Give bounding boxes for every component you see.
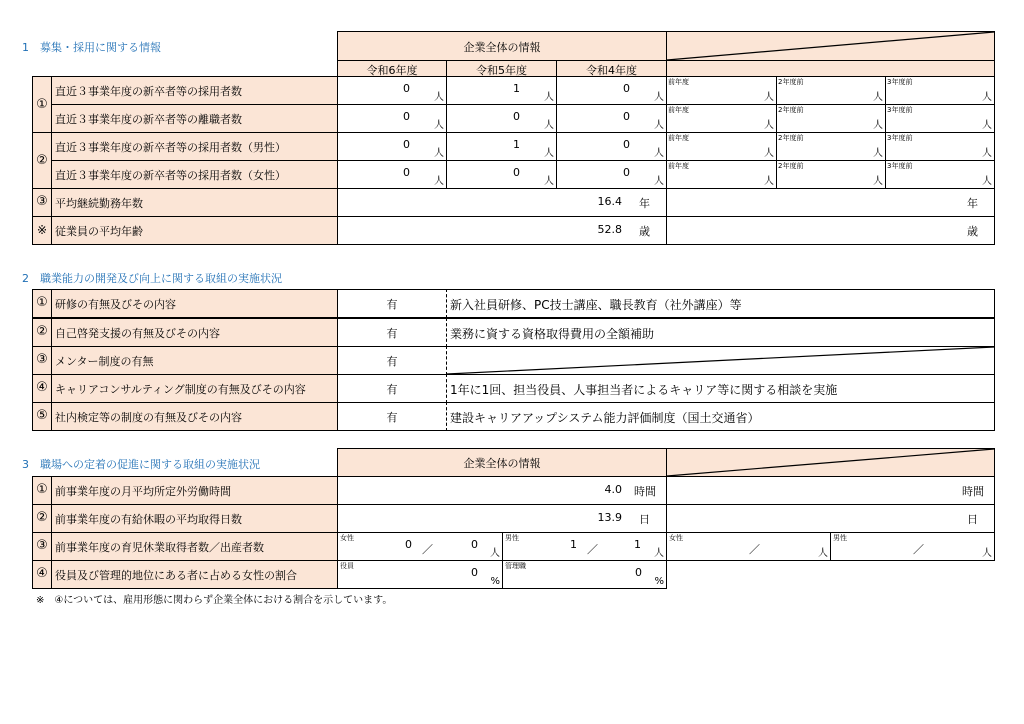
count-value: 0: [403, 110, 410, 123]
overtime-unit: 時間: [634, 485, 656, 498]
prior-year-cell: [776, 132, 886, 161]
row-label: メンター制度の有無: [55, 355, 154, 368]
overtime-value-cell: [337, 476, 667, 505]
detail-text: 業務に資する資格取得費用の全額補助: [450, 327, 655, 341]
company-info-header: [337, 448, 667, 477]
childcare-female-right-cell: [666, 532, 831, 561]
count-value: 0: [403, 138, 410, 151]
prior-year-cell: [666, 104, 777, 133]
has-cell: [337, 289, 447, 318]
table-row-label: [51, 374, 338, 403]
year-value-cell: [337, 76, 447, 105]
row-number: [32, 289, 52, 318]
prior-year-cell: [776, 76, 886, 105]
table-row-label: [51, 216, 338, 245]
year-header: [446, 60, 557, 77]
slash: ／: [587, 543, 598, 556]
detail-text: 1年に1回、担当役員、人事担当者によるキャリア等に関する相談を実施: [450, 383, 838, 397]
section3-title: 3 職場への定着の促進に関する取組の実施状況: [22, 458, 260, 471]
detail-cell: [446, 346, 995, 375]
prior-year-label: 3年度前: [887, 134, 913, 142]
percent-unit: %: [654, 576, 664, 587]
person-unit: 人: [434, 120, 444, 131]
row-label: 直近３事業年度の新卒者等の採用者数（女性）: [55, 169, 286, 182]
table-row-label: [51, 346, 338, 375]
row-number-label: ②: [36, 510, 48, 525]
count-value: 0: [403, 166, 410, 179]
age-value: 52.8: [597, 223, 622, 236]
has-value: 有: [386, 327, 398, 340]
prior-year-cell: [885, 132, 995, 161]
prior-year-label: 前年度: [668, 134, 689, 142]
person-unit: 人: [982, 548, 992, 559]
section1-title: 1 募集・採用に関する情報: [22, 41, 161, 54]
year-value-cell: [556, 132, 667, 161]
tenure-unit: 年: [639, 197, 650, 210]
row-number: [32, 560, 52, 589]
group-number-label: ②: [36, 153, 48, 168]
year-value-cell: [337, 104, 447, 133]
prior-year-label: 3年度前: [887, 162, 913, 170]
table-row-label: [51, 476, 338, 505]
row-label: 役員及び管理的地位にある者に占める女性の割合: [55, 569, 297, 582]
table-row-label: [51, 76, 338, 105]
year-value-cell: [556, 104, 667, 133]
row-number-label: ③: [36, 194, 48, 209]
row-number-label: ④: [36, 566, 48, 581]
count-value: 1: [513, 82, 520, 95]
female-births-value: 0: [471, 538, 478, 551]
prior-year-cell: [776, 104, 886, 133]
age-unit: 歳: [639, 225, 650, 238]
prior-year-cell: [885, 160, 995, 189]
count-value: 0: [513, 110, 520, 123]
year-label: 令和6年度: [366, 64, 418, 77]
diagonal-line: [667, 449, 994, 476]
tenure-right-cell: [666, 188, 995, 217]
childcare-male-cell: [502, 532, 667, 561]
detail-text: 建設キャリアアップシステム能力評価制度（国土交通省）: [450, 411, 760, 425]
has-cell: [337, 374, 447, 403]
person-unit: 人: [434, 92, 444, 103]
year-value-cell: [446, 132, 557, 161]
male-label: 男性: [505, 534, 519, 542]
prior-year-label: 2年度前: [778, 106, 804, 114]
table-row-label: [51, 504, 338, 533]
row-number: [32, 188, 52, 217]
tenure-value: 16.4: [597, 195, 622, 208]
has-cell: [337, 318, 447, 347]
section2-title: 2 職業能力の開発及び向上に関する取組の実施状況: [22, 272, 282, 285]
count-value: 0: [623, 138, 630, 151]
year-value-cell: [446, 160, 557, 189]
age-right-unit: 歳: [967, 225, 978, 238]
right-header-blank: [666, 448, 995, 477]
leave-unit: 日: [639, 513, 650, 526]
slash: ／: [749, 543, 760, 556]
row-label: 前事業年度の育児休業取得者数／出産者数: [55, 541, 264, 554]
person-unit: 人: [654, 548, 664, 559]
row-number: [32, 532, 52, 561]
age-right-cell: [666, 216, 995, 245]
prior-year-cell: [666, 132, 777, 161]
table-row-label: [51, 532, 338, 561]
person-unit: 人: [764, 176, 774, 187]
row-number-label: ※: [36, 223, 48, 237]
tenure-value-cell: [337, 188, 667, 217]
prior-year-label: 前年度: [668, 78, 689, 86]
row-number-label: ④: [36, 380, 48, 395]
person-unit: 人: [873, 176, 883, 187]
year-value-cell: [446, 104, 557, 133]
row-label: 社内検定等の制度の有無及びその内容: [55, 411, 242, 424]
row-number-label: ③: [36, 538, 48, 553]
person-unit: 人: [873, 92, 883, 103]
table-row-label: [51, 160, 338, 189]
table-row-label: [51, 560, 338, 589]
exec-ratio-value: 0: [471, 566, 478, 579]
row-label: 従業員の平均年齢: [55, 225, 143, 238]
overtime-right-cell: [666, 476, 995, 505]
row-number: [32, 216, 52, 245]
person-unit: 人: [544, 176, 554, 187]
childcare-male-right-cell: [830, 532, 995, 561]
group-number: [32, 132, 52, 189]
manager-ratio-cell: [502, 560, 667, 589]
row-number: [32, 346, 52, 375]
male-label: 男性: [833, 534, 847, 542]
row-label: 自己啓発支援の有無及びその内容: [55, 327, 220, 340]
person-unit: 人: [654, 176, 664, 187]
person-unit: 人: [982, 92, 992, 103]
person-unit: 人: [654, 92, 664, 103]
right-header-blank: [666, 31, 995, 61]
row-label: 前事業年度の月平均所定外労働時間: [55, 485, 231, 498]
diagonal-line: [447, 347, 994, 374]
prior-year-label: 2年度前: [778, 78, 804, 86]
male-births-value: 1: [634, 538, 641, 551]
slash: ／: [422, 543, 433, 556]
male-taken-value: 1: [570, 538, 577, 551]
count-value: 1: [513, 138, 520, 151]
person-unit: 人: [544, 92, 554, 103]
detail-text: 新入社員研修、PC技士講座、職長教育（社外講座）等: [450, 298, 742, 312]
has-value: 有: [386, 298, 398, 311]
has-value: 有: [386, 355, 398, 368]
diagonal-line: [667, 32, 994, 60]
detail-cell: [446, 374, 995, 403]
person-unit: 人: [654, 120, 664, 131]
person-unit: 人: [490, 548, 500, 559]
person-unit: 人: [764, 148, 774, 159]
person-unit: 人: [982, 120, 992, 131]
person-unit: 人: [873, 120, 883, 131]
has-value: 有: [386, 411, 398, 424]
row-number-label: ⑤: [36, 408, 48, 423]
table-row-label: [51, 318, 338, 347]
company-info-header-label: 企業全体の情報: [463, 457, 541, 470]
person-unit: 人: [544, 120, 554, 131]
exec-label: 役員: [340, 562, 354, 570]
person-unit: 人: [434, 176, 444, 187]
person-unit: 人: [544, 148, 554, 159]
has-cell: [337, 346, 447, 375]
year-value-cell: [337, 160, 447, 189]
year-label: 令和4年度: [586, 64, 637, 77]
year-value-cell: [337, 132, 447, 161]
row-number-label: ②: [36, 324, 48, 339]
childcare-female-cell: [337, 532, 503, 561]
overtime-right-unit: 時間: [962, 485, 984, 498]
leave-right-cell: [666, 504, 995, 533]
group-number-label: ①: [36, 97, 48, 112]
row-number: [32, 504, 52, 533]
prior-year-label: 3年度前: [887, 106, 913, 114]
count-value: 0: [513, 166, 520, 179]
right-subheader-blank: [666, 60, 995, 77]
prior-year-cell: [885, 104, 995, 133]
manager-label: 管理職: [505, 562, 526, 570]
has-cell: [337, 402, 447, 431]
row-label: キャリアコンサルティング制度の有無及びその内容: [55, 383, 306, 396]
tenure-right-unit: 年: [967, 197, 978, 210]
row-label: 直近３事業年度の新卒者等の採用者数（男性）: [55, 141, 286, 154]
has-value: 有: [386, 383, 398, 396]
row-label: 平均継続勤務年数: [55, 197, 143, 210]
person-unit: 人: [818, 548, 828, 559]
row-number-label: ③: [36, 352, 48, 367]
detail-cell: [446, 402, 995, 431]
year-value-cell: [556, 160, 667, 189]
prior-year-cell: [776, 160, 886, 189]
female-taken-value: 0: [405, 538, 412, 551]
count-value: 0: [623, 110, 630, 123]
detail-cell: [446, 289, 995, 318]
row-number: [32, 318, 52, 347]
row-number-label: ①: [36, 295, 48, 310]
company-info-header-label: 企業全体の情報: [463, 41, 541, 54]
row-label: 直近３事業年度の新卒者等の採用者数: [55, 85, 242, 98]
count-value: 0: [623, 166, 630, 179]
footnote: ※ ④については、雇用形態に関わらず企業全体における割合を示しています。: [36, 595, 393, 606]
leave-value-cell: [337, 504, 667, 533]
year-value-cell: [446, 76, 557, 105]
prior-year-label: 2年度前: [778, 162, 804, 170]
row-number-label: ①: [36, 482, 48, 497]
group-number: [32, 76, 52, 133]
detail-cell: [446, 318, 995, 347]
table-row-label: [51, 188, 338, 217]
prior-year-cell: [885, 76, 995, 105]
manager-ratio-value: 0: [635, 566, 642, 579]
table-row-label: [51, 402, 338, 431]
table-row-label: [51, 289, 338, 318]
female-label: 女性: [669, 534, 683, 542]
age-value-cell: [337, 216, 667, 245]
person-unit: 人: [434, 148, 444, 159]
row-number: [32, 476, 52, 505]
count-value: 0: [403, 82, 410, 95]
person-unit: 人: [764, 120, 774, 131]
person-unit: 人: [982, 176, 992, 187]
company-info-header: [337, 31, 667, 61]
count-value: 0: [623, 82, 630, 95]
person-unit: 人: [654, 148, 664, 159]
year-value-cell: [556, 76, 667, 105]
year-label: 令和5年度: [476, 64, 527, 77]
leave-right-unit: 日: [967, 513, 978, 526]
year-header: [556, 60, 667, 77]
percent-unit: %: [490, 576, 500, 587]
row-number: [32, 374, 52, 403]
slash: ／: [913, 543, 924, 556]
prior-year-label: 前年度: [668, 162, 689, 170]
row-number: [32, 402, 52, 431]
person-unit: 人: [982, 148, 992, 159]
person-unit: 人: [764, 92, 774, 103]
person-unit: 人: [873, 148, 883, 159]
prior-year-cell: [666, 76, 777, 105]
row-label: 研修の有無及びその内容: [55, 298, 176, 311]
exec-ratio-cell: [337, 560, 503, 589]
table-row-label: [51, 104, 338, 133]
table-row-label: [51, 132, 338, 161]
prior-year-label: 3年度前: [887, 78, 913, 86]
prior-year-label: 2年度前: [778, 134, 804, 142]
row-label: 前事業年度の有給休暇の平均取得日数: [55, 513, 242, 526]
female-label: 女性: [340, 534, 354, 542]
prior-year-label: 前年度: [668, 106, 689, 114]
row-label: 直近３事業年度の新卒者等の離職者数: [55, 113, 242, 126]
overtime-value: 4.0: [604, 483, 622, 496]
year-header: [337, 60, 447, 77]
leave-value: 13.9: [597, 511, 622, 524]
prior-year-cell: [666, 160, 777, 189]
